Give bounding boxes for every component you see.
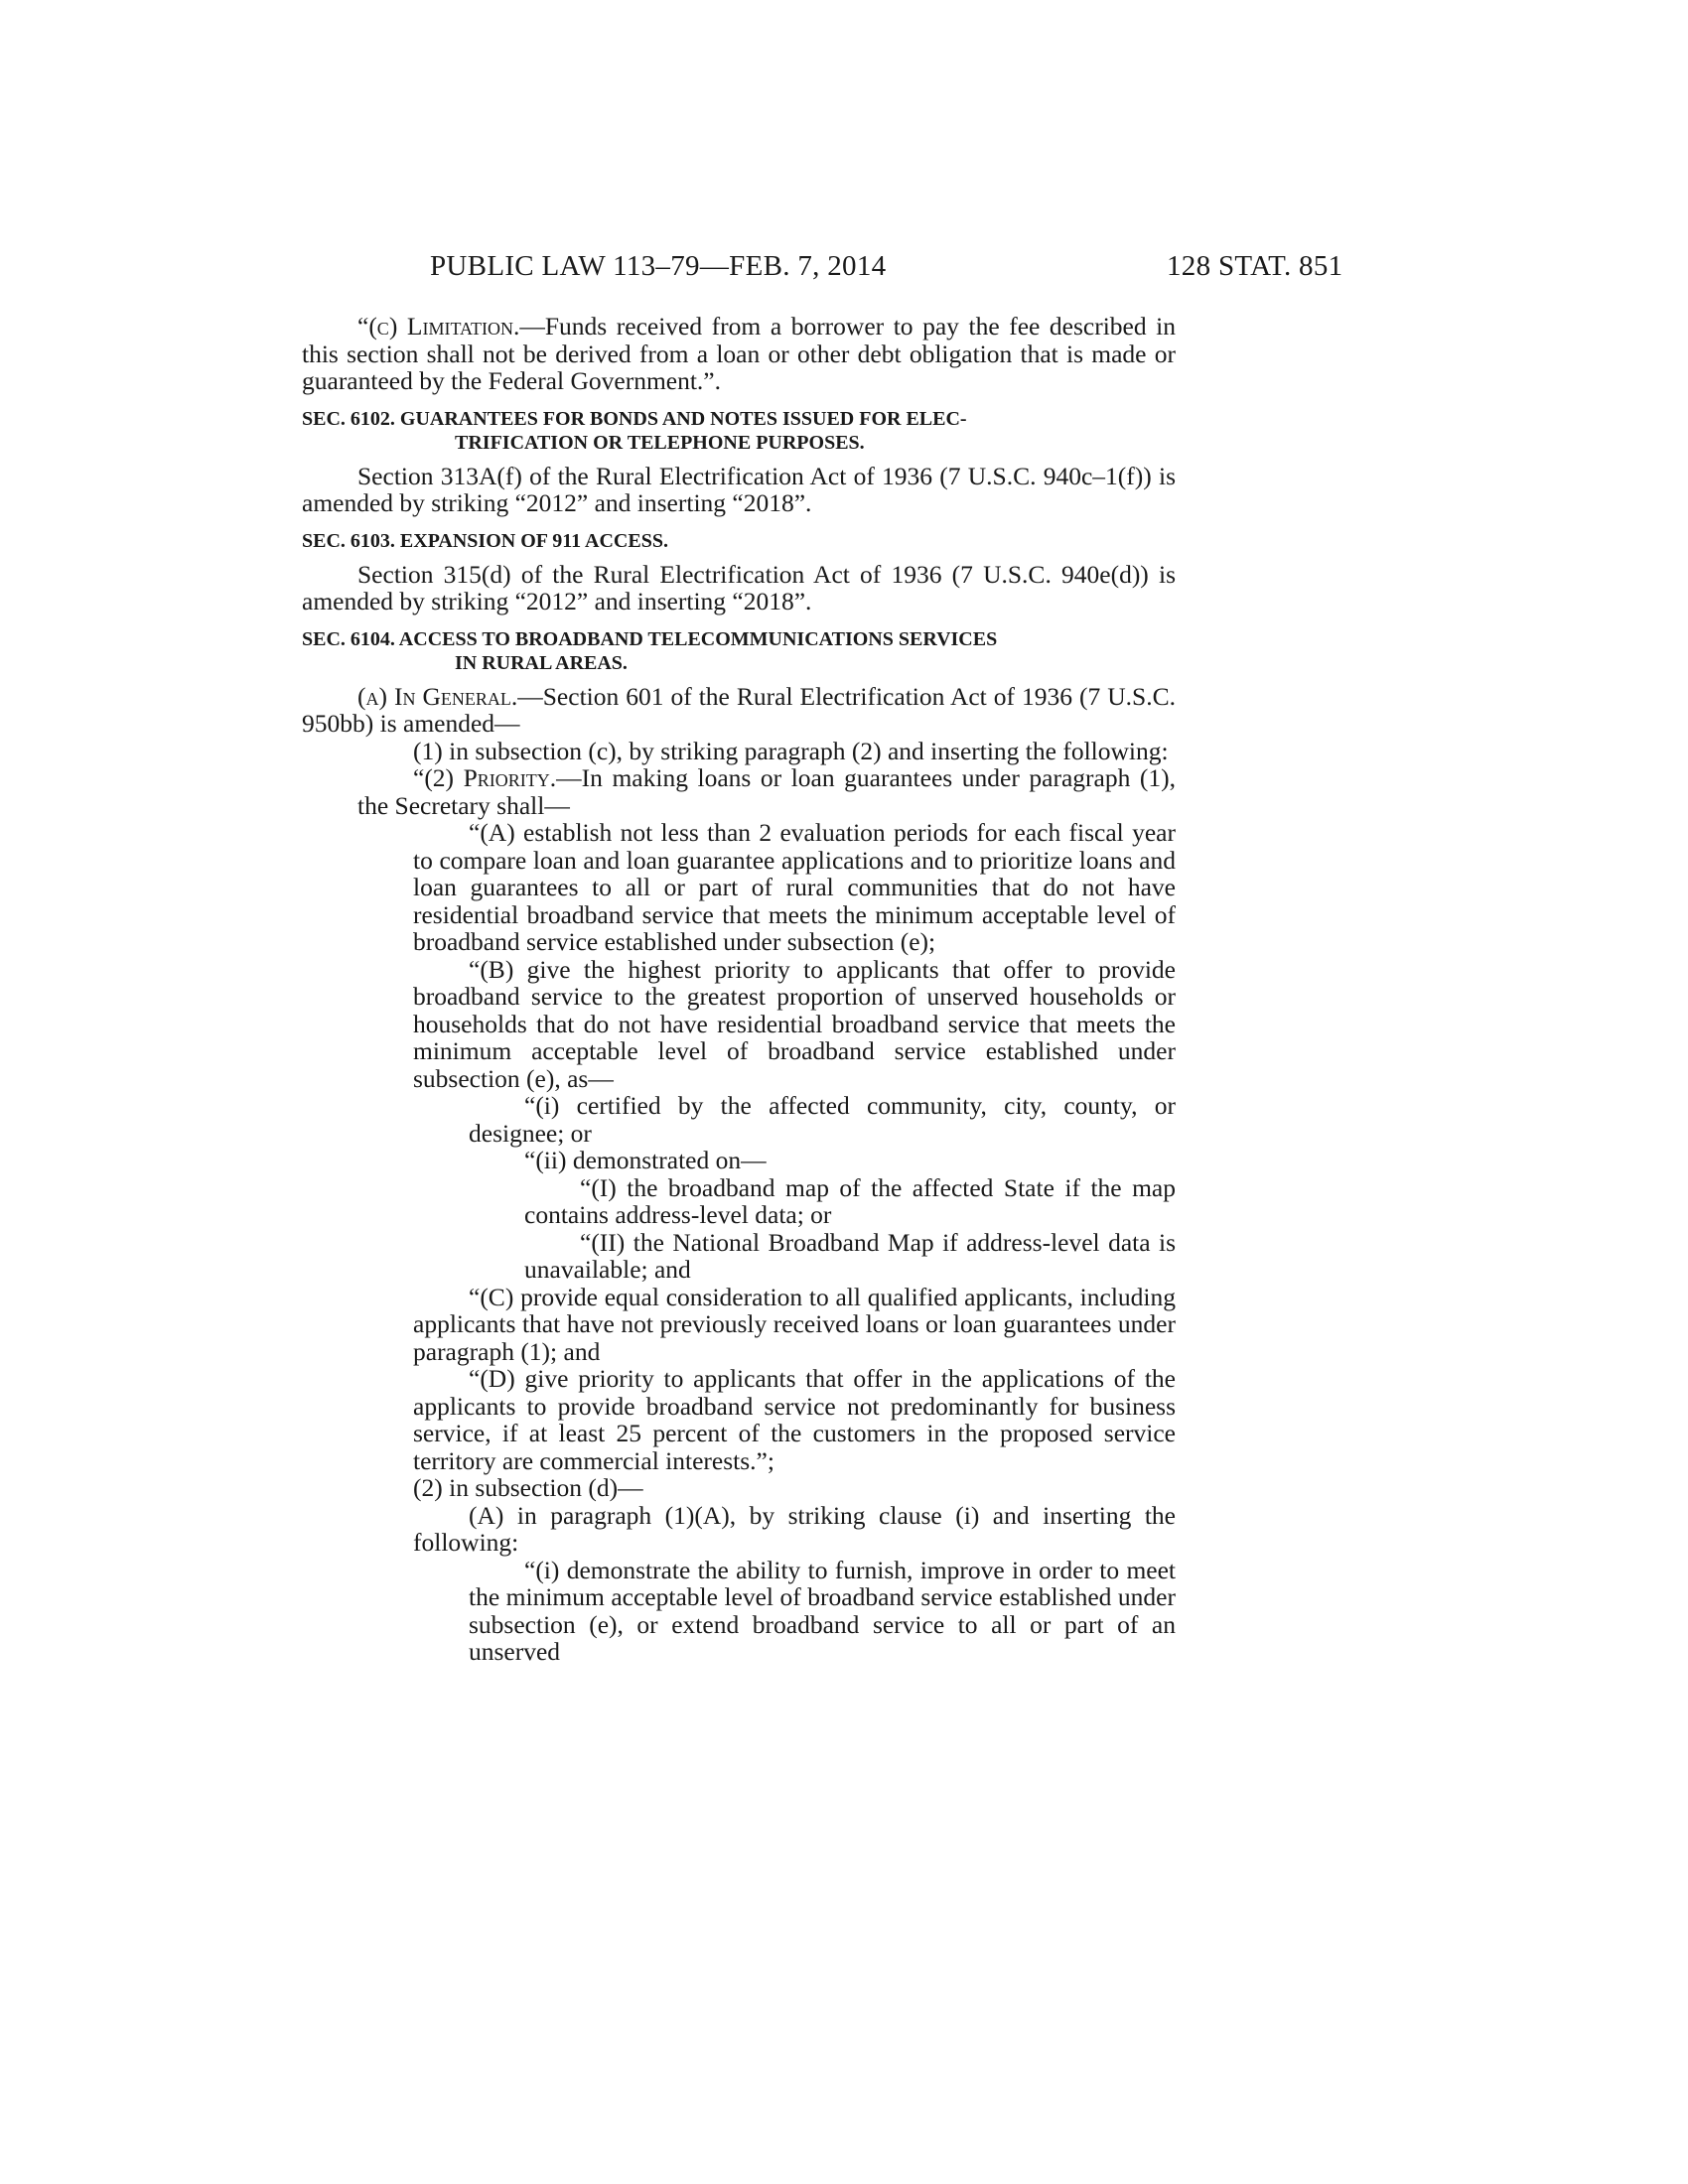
- clause-B: “(B) give the highest priority to applicants that offer to provide broadband service to the greatest proportion of unserved households or households that do not have residential broadband service that meets the minimum acceptable level of broadband service established under subsection (e), as—: [413, 954, 1176, 1093]
- clause-II: “(II) the National Broadband Map if address-level data is unavailable; and: [524, 1227, 1176, 1284]
- clause-ii: “(ii) demonstrated on—: [524, 1146, 767, 1174]
- clause-A: “(A) establish not less than 2 evaluation periods for each fiscal year to compare loan and loan guarantee applications and to prioritize loans and loan guarantees to all or part of rural communities that do not have residential broadband service that meets the minimum acceptable level of broadband service established under subsection (e);: [413, 818, 1176, 956]
- clause-C: “(C) provide equal consideration to all qualified applicants, including applicants that have not previously received loans or loan guarantees under paragraph (1); and: [413, 1282, 1176, 1366]
- page-body: [302, 313, 1176, 1666]
- item-2-A: (A) in paragraph (1)(A), by striking clause (i) and inserting the following:: [413, 1500, 1176, 1557]
- priority-label: “(2) Priority.: [413, 763, 557, 792]
- section-6104-heading: [302, 627, 1176, 675]
- clause-i: “(i) certified by the affected community, city, county, or designee; or: [469, 1091, 1176, 1148]
- section-6102-heading: [302, 407, 1176, 455]
- header-stat-page: 128 STAT. 851: [1167, 250, 1343, 282]
- priority-text: —In making loans or loan guarantees under paragraph (1), the Secretary shall—: [357, 763, 1176, 820]
- clause-D: “(D) give priority to applicants that offer in the applications of the applicants to provide broadband service not predominantly for business service, if at least 25 percent of the customers in the proposed service territory are commercial interests.”;: [413, 1364, 1176, 1475]
- subsection-a-text: —Section 601 of the Rural Electrification Act of 1936 (7 U.S.C. 950bb) is amended—: [302, 681, 1176, 738]
- limitation-text: —Funds received from a borrower to pay the fee described in this section shall not be derived from a loan or other debt obligation that is made or guaranteed by the Federal Government.”.: [302, 312, 1176, 395]
- section-6104-heading-line1: SEC. 6104. ACCESS TO BROADBAND TELECOMMUNICATIONS SERVICES: [302, 627, 998, 650]
- priority-paragraph: [357, 764, 1176, 819]
- item-2-A-i: “(i) demonstrate the ability to furnish, improve in order to meet the minimum acceptable level of broadband service established under subsection (e), or extend broadband service to all or part of an unserved: [469, 1555, 1176, 1666]
- clause-I: “(I) the broadband map of the affected State if the map contains address-level data; or: [524, 1172, 1176, 1229]
- section-6103-text: Section 315(d) of the Rural Electrification Act of 1936 (7 U.S.C. 940e(d)) is amended by striking “2012” and inserting “2018”.: [302, 559, 1176, 615]
- item-1: (1) in subsection (c), by striking paragraph (2) and inserting the following:: [413, 736, 1169, 765]
- section-6102-text: Section 313A(f) of the Rural Electrification Act of 1936 (7 U.S.C. 940c–1(f)) is amended by striking “2012” and inserting “2018”.: [302, 461, 1176, 517]
- header-title: PUBLIC LAW 113–79—FEB. 7, 2014: [430, 250, 887, 282]
- running-header: [0, 250, 1688, 290]
- section-6102-heading-line1: SEC. 6102. GUARANTEES FOR BONDS AND NOTES ISSUED FOR ELEC-: [302, 407, 967, 430]
- item-2: (2) in subsection (d)—: [413, 1473, 643, 1502]
- subsection-a-label: (a) In General.: [357, 681, 518, 711]
- section-6104-heading-line2: IN RURAL AREAS.: [455, 651, 628, 674]
- section-6103-heading: SEC. 6103. EXPANSION OF 911 ACCESS.: [302, 529, 668, 552]
- subsection-a: [302, 683, 1176, 738]
- limitation-label: “(c) Limitation.: [357, 312, 520, 341]
- section-6102-heading-line2: TRIFICATION OR TELEPHONE PURPOSES.: [455, 431, 865, 454]
- paragraph-limitation: [302, 313, 1176, 395]
